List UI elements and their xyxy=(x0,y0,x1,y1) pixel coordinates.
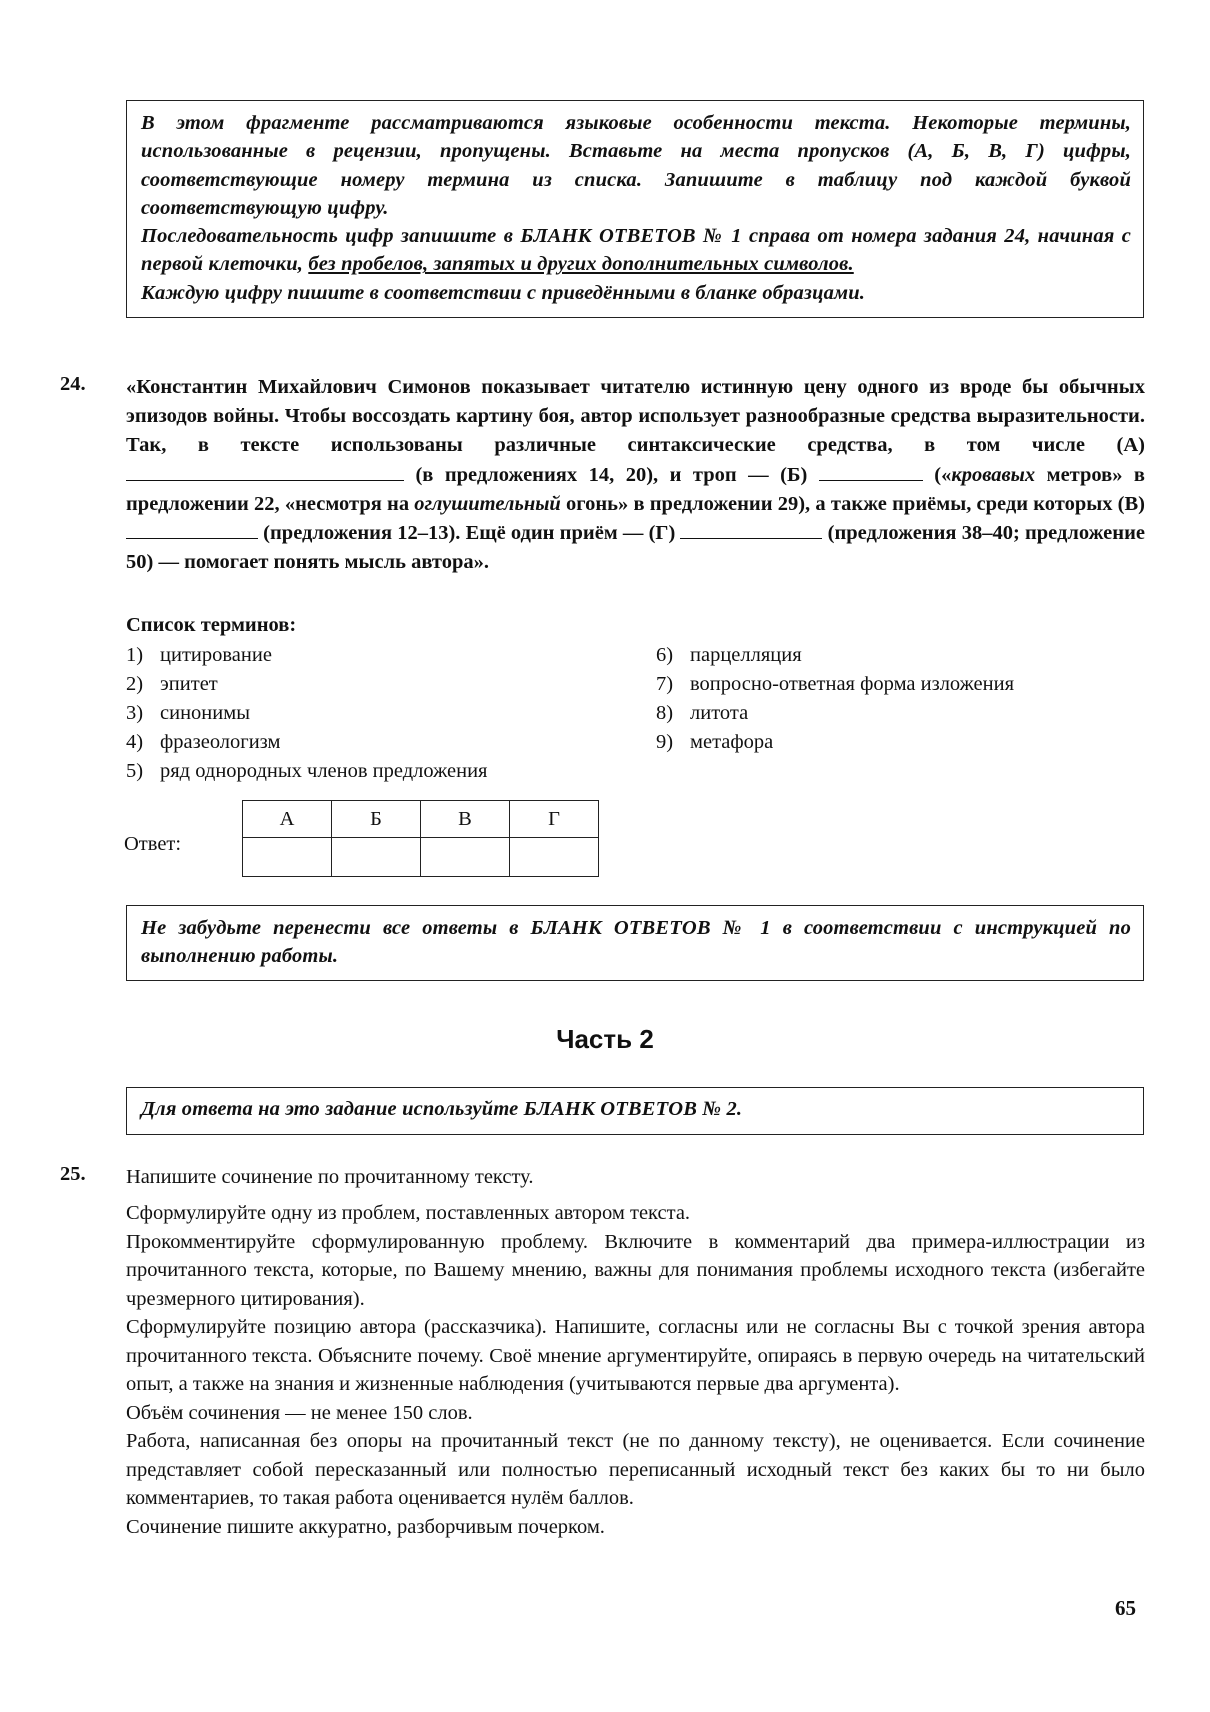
terms-title: Список терминов: xyxy=(126,614,297,636)
gap-g xyxy=(680,520,822,539)
term-item: 1) цитирование xyxy=(126,644,272,666)
term-item: 7) вопросно-ответная форма изложения xyxy=(656,673,1015,695)
answer-label: Ответ: xyxy=(124,833,182,855)
term-item: 8) литота xyxy=(656,702,749,724)
underlined-note: без пробелов, запятых и других дополнительных символов. xyxy=(308,253,854,276)
task-25-text xyxy=(126,1163,1145,1192)
task-25-paragraph: Объём сочинения — не менее 150 слов. xyxy=(126,1401,473,1424)
instruction-text-2: Последовательность цифр запишите в БЛАНК ОТВЕТОВ № 1 справа от номера задания 24, начиная с первой клеточки, без пробелов, запятых и других дополнительных символов. xyxy=(141,225,1131,276)
task-25-paragraph: Сформулируйте одну из проблем, поставленных автором текста. xyxy=(126,1202,691,1224)
answer-cell-b[interactable] xyxy=(332,838,421,877)
answer-header: А xyxy=(243,801,332,838)
part-2-title: Часть 2 xyxy=(556,1024,654,1054)
part-2-instruction-box xyxy=(126,1087,1144,1135)
instruction-text-3: Каждую цифру пишите в соответствии с приведёнными в бланке образцами. xyxy=(141,281,866,304)
reminder-text: Не забудьте перенести все ответы в БЛАНК ОТВЕТОВ № 1 в соответствии с инструкцией по выполнению работы. xyxy=(141,917,1131,968)
answer-cell-a[interactable] xyxy=(243,838,332,877)
answer-cell-g[interactable] xyxy=(510,838,599,877)
page-number: 65 xyxy=(1115,1596,1136,1620)
part-2-instruction-text: Для ответа на это задание используйте БЛАНК ОТВЕТОВ № 2. xyxy=(141,1098,743,1120)
task-25-paragraph: Сочинение пишите аккуратно, разборчивым почерком. xyxy=(126,1515,605,1538)
task-number-25: 25. xyxy=(60,1163,86,1185)
task-25-paragraph: Напишите сочинение по прочитанному тексту. xyxy=(126,1166,534,1188)
answer-table xyxy=(242,800,599,877)
answer-header: В xyxy=(421,801,510,838)
term-item: 2) эпитет xyxy=(126,673,218,695)
task-24-text: «Константин Михайлович Симонов показывает читателю истинную цену одного из вроде бы обычных эпизодов войны. Чтобы воссоздать картину боя, автор использует разнообразные средства выразительности. Так, в тексте использованы различные синтаксические средства, в том числе (А) (в предложениях 14, 20), и троп — (Б) («кровавых метров» в предложении 22, «несмотря на оглушительный огонь» в предложении 29), а также приёмы, среди которых (В) (предложения 12–13). Ещё один приём — (Г) (предложения 38–40; предложение 50) — помогает понять мысль автора». xyxy=(126,376,1146,574)
task-25-paragraph: Прокомментируйте сформулированную проблему. Включите в комментарий два примера-иллюстрации из прочитанного текста, которые, по Вашему мнению, важны для понимания проблемы исходного текста (избегайте чрезмерного цитирования). xyxy=(126,1230,1145,1310)
task-25-paragraph: Сформулируйте позицию автора (рассказчика). Напишите, согласны или не согласны Вы с точкой зрения автора прочитанного текста. Объясните почему. Своё мнение аргументируйте, опираясь в первую очередь на читательский опыт, а также на знания и жизненные наблюдения (учитываются первые два аргумента). xyxy=(126,1316,1145,1395)
term-item: 6) парцелляция xyxy=(656,644,802,666)
term-item: 5) ряд однородных членов предложения xyxy=(126,760,488,782)
term-item: 4) фразеологизм xyxy=(126,731,281,753)
task-number-24: 24. xyxy=(60,373,86,395)
instruction-box xyxy=(126,100,1144,318)
gap-v xyxy=(126,520,258,539)
answer-header: Б xyxy=(332,801,421,838)
answer-header: Г xyxy=(510,801,599,838)
answer-cell-v[interactable] xyxy=(421,838,510,877)
task-25-paragraph: Работа, написанная без опоры на прочитанный текст (не по данному тексту), не оценивается. Если сочинение представляет собой пересказанный или полностью переписанный исходный текст без каких бы то ни было комментариев, то такая работа оценивается нулём баллов. xyxy=(126,1430,1145,1509)
task-25-body xyxy=(126,1199,1145,1541)
gap-b xyxy=(819,462,923,481)
instruction-text: В этом фрагменте рассматриваются языковые особенности текста. Некоторые термины, использованные в рецензии, пропущены. Вставьте на места пропусков (А, Б, В, Г) цифры, соответствующие номеру термина из списка. Запишите в таблицу под каждой буквой соответствующую цифру. xyxy=(141,112,1131,219)
gap-a xyxy=(126,462,404,481)
term-item: 9) метафора xyxy=(656,731,774,753)
reminder-box xyxy=(126,905,1144,981)
term-item: 3) синонимы xyxy=(126,702,250,724)
